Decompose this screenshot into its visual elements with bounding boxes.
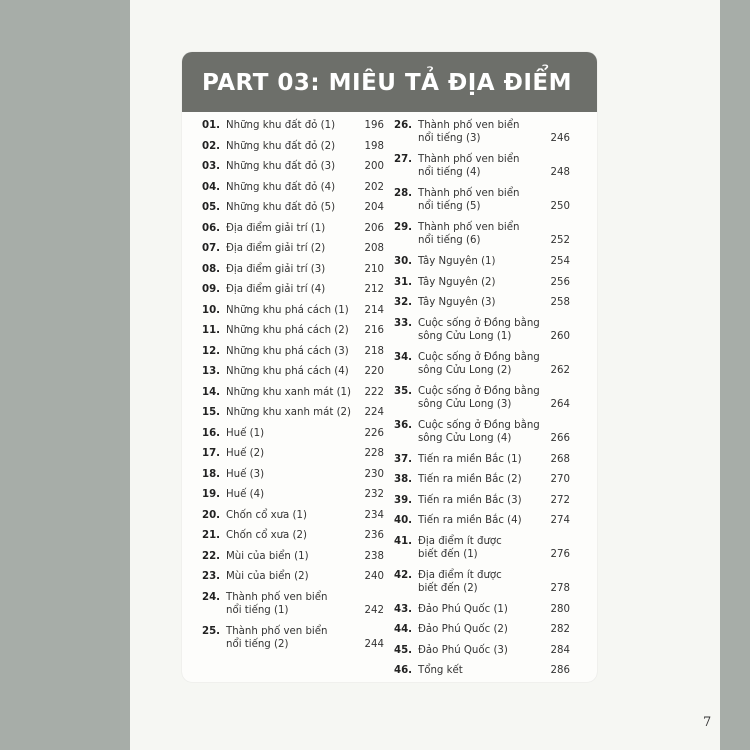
entry-title-line: Tiến ra miền Bắc (4) (418, 515, 522, 526)
entry-number: 46. (394, 665, 413, 676)
entry-title (418, 661, 570, 682)
toc-entry (394, 314, 570, 348)
entry-title-line: Mùi của biển (1) (226, 550, 309, 562)
entry-number: 02. (202, 140, 221, 152)
entry-page: 204 (364, 202, 384, 213)
entry-page: 202 (364, 181, 384, 193)
entry-number: 01. (202, 120, 221, 131)
toc-entry (202, 383, 384, 404)
entry-title-line: Địa điểm giải trí (1) (226, 222, 326, 234)
entry-title (226, 362, 384, 383)
toc-entry (202, 588, 384, 622)
entry-title (226, 116, 384, 137)
toc-entry (394, 252, 570, 273)
entry-page: 256 (550, 276, 570, 288)
entry-title-line: Địa điểm giải trí (2) (226, 243, 326, 254)
entry-title (418, 293, 570, 314)
entry-page: 208 (364, 243, 384, 254)
entry-title-line: Thành phố ven biển (418, 188, 520, 199)
entry-page: 242 (364, 604, 384, 616)
entry-title-line: Cuộc sống ở Đồng bằng (418, 317, 540, 329)
entry-number: 24. (202, 591, 221, 603)
entry-title-line: Những khu đất đỏ (3) (226, 161, 336, 172)
page-number: 7 (703, 715, 712, 730)
entry-number: 29. (394, 222, 413, 233)
entry-title-line: Những khu đất đỏ (5) (226, 202, 336, 213)
entry-page: 272 (550, 494, 570, 506)
entry-title-line: Địa điểm giải trí (4) (226, 284, 326, 295)
entry-page: 232 (364, 489, 384, 500)
entry-title (226, 260, 384, 281)
toc-entry (202, 424, 384, 445)
entry-title (226, 198, 384, 219)
entry-number: 44. (394, 624, 413, 635)
entry-number: 32. (394, 297, 413, 308)
entry-title-line: Những khu đất đỏ (1) (226, 120, 336, 131)
entry-number: 22. (202, 550, 221, 562)
entry-title (226, 424, 384, 445)
entry-page: 248 (550, 167, 570, 178)
entry-title (226, 342, 384, 363)
toc-entry (394, 382, 570, 416)
toc-entry (394, 470, 570, 491)
entry-page: 200 (364, 161, 384, 172)
toc-entry (202, 321, 384, 342)
entry-title-line: Huế (3) (226, 468, 265, 480)
toc-entry (394, 348, 570, 382)
entry-title (226, 625, 384, 656)
toc-entry (394, 116, 570, 150)
entry-title (418, 450, 570, 471)
toc-entry (394, 293, 570, 314)
entry-title (226, 465, 384, 486)
entry-title-line: Thành phố ven biển (418, 222, 520, 233)
entry-number: 39. (394, 494, 413, 506)
toc-entry (394, 641, 570, 662)
entry-page: 238 (364, 550, 384, 562)
entry-page: 216 (364, 325, 384, 336)
entry-page: 226 (364, 427, 384, 439)
entry-title-line: Chốn cổ xưa (2) (226, 530, 307, 541)
entry-number: 45. (394, 644, 413, 656)
entry-number: 03. (202, 161, 221, 172)
entry-title-line: biết đến (2) (418, 582, 478, 594)
entry-title-line: nổi tiếng (6) (418, 235, 481, 246)
entry-page: 252 (550, 235, 570, 246)
entry-number: 35. (394, 385, 413, 397)
toc-entry (202, 567, 384, 588)
entry-title (418, 419, 570, 450)
entry-page: 278 (550, 582, 570, 594)
toc-entry (202, 157, 384, 178)
entry-page: 222 (364, 386, 384, 398)
entry-title-line: sông Cửu Long (3) (418, 398, 512, 410)
entry-title (418, 569, 570, 600)
entry-title (418, 221, 570, 252)
toc-entry (202, 526, 384, 547)
toc-entry (202, 280, 384, 301)
entry-title-line: Những khu phá cách (3) (226, 345, 349, 357)
entry-page: 276 (550, 548, 570, 560)
entry-number: 36. (394, 419, 413, 431)
entry-page: 244 (364, 638, 384, 650)
entry-title-line: Thành phố ven biển (226, 625, 328, 637)
toc-entry (202, 178, 384, 199)
toc-entry (202, 506, 384, 527)
entry-title-line: Đảo Phú Quốc (3) (418, 644, 508, 656)
entry-title-line: Thành phố ven biển (418, 154, 520, 165)
toc-entry (394, 511, 570, 532)
toc-entry (202, 116, 384, 137)
entry-page: 284 (550, 644, 570, 656)
entry-title (418, 187, 570, 218)
entry-title (226, 506, 384, 527)
entry-page: 240 (364, 571, 384, 582)
entry-page: 274 (550, 515, 570, 526)
toc-entry (394, 450, 570, 471)
entry-title (418, 351, 570, 382)
entry-title (226, 567, 384, 588)
entry-title-line: Huế (4) (226, 489, 265, 500)
entry-number: 20. (202, 509, 221, 521)
entry-page: 212 (364, 284, 384, 295)
entry-number: 11. (202, 325, 221, 336)
entry-title (226, 526, 384, 547)
entry-number: 23. (202, 571, 221, 582)
toc-entry (202, 622, 384, 656)
entry-title (418, 511, 570, 532)
entry-title-line: Những khu phá cách (2) (226, 325, 349, 336)
entry-title-line: Những khu đất đỏ (2) (226, 140, 336, 152)
toc-entry (394, 600, 570, 621)
toc-entry (394, 566, 570, 600)
entry-page: 262 (550, 364, 570, 376)
entry-title-line: Chốn cổ xưa (1) (226, 509, 307, 521)
entry-page: 270 (550, 474, 570, 485)
entry-title (418, 535, 570, 566)
entry-number: 08. (202, 263, 221, 275)
toc-entry (202, 219, 384, 240)
entry-title-line: Mùi của biển (2) (226, 571, 309, 582)
entry-title (226, 301, 384, 322)
toc-column-right (394, 116, 570, 682)
entry-number: 12. (202, 345, 221, 357)
entry-title (226, 403, 384, 424)
toc-entry (394, 150, 570, 184)
entry-title (418, 600, 570, 621)
entry-title-line: Tây Nguyên (1) (418, 256, 496, 267)
entry-page: 282 (550, 624, 570, 635)
entry-number: 41. (394, 535, 413, 547)
entry-page: 206 (364, 222, 384, 234)
entry-title (418, 273, 570, 294)
entry-title-line: Tổng kết (418, 665, 463, 676)
entry-number: 25. (202, 625, 221, 637)
entry-page: 210 (364, 263, 384, 275)
entry-number: 19. (202, 489, 221, 500)
entry-title-line: Cuộc sống ở Đồng bằng (418, 419, 540, 431)
entry-title-line: nổi tiếng (4) (418, 167, 481, 178)
entry-title-line: Thành phố ven biển (226, 591, 328, 603)
entry-title-line: Huế (1) (226, 427, 265, 439)
toc-entry (202, 137, 384, 158)
entry-title (226, 444, 384, 465)
entry-number: 14. (202, 386, 221, 398)
entry-number: 18. (202, 468, 221, 480)
entry-number: 17. (202, 448, 221, 459)
entry-title (418, 641, 570, 662)
entry-title (418, 252, 570, 273)
entry-page: 228 (364, 448, 384, 459)
entry-page: 264 (550, 398, 570, 410)
entry-number: 13. (202, 366, 221, 377)
toc-entry (202, 198, 384, 219)
toc-entry (202, 260, 384, 281)
entry-number: 27. (394, 154, 413, 165)
entry-page: 234 (364, 509, 384, 521)
entry-title (418, 385, 570, 416)
entry-title (226, 547, 384, 568)
entry-title-line: Tiến ra miền Bắc (1) (418, 453, 522, 465)
toc-entry (202, 403, 384, 424)
entry-number: 30. (394, 256, 413, 267)
entry-page: 220 (364, 366, 384, 377)
entry-number: 42. (394, 569, 413, 581)
toc-entry (202, 301, 384, 322)
entry-number: 05. (202, 202, 221, 213)
entry-title-line: Cuộc sống ở Đồng bằng (418, 351, 540, 363)
entry-page: 196 (364, 120, 384, 131)
toc-entry (394, 184, 570, 218)
entry-page: 268 (550, 453, 570, 465)
entry-page: 286 (550, 665, 570, 676)
toc-entry (394, 273, 570, 294)
entry-title-line: Những khu đất đỏ (4) (226, 181, 336, 193)
entry-title (226, 178, 384, 199)
entry-title (226, 485, 384, 506)
entry-page: 266 (550, 432, 570, 444)
entry-title-line: Những khu phá cách (1) (226, 304, 349, 316)
entry-title (418, 119, 570, 150)
entry-number: 28. (394, 188, 413, 199)
entry-title (226, 219, 384, 240)
entry-title (226, 239, 384, 260)
toc-column-left (202, 116, 384, 656)
entry-title-line: nổi tiếng (5) (418, 201, 481, 212)
entry-title-line: Đảo Phú Quốc (2) (418, 624, 508, 635)
entry-number: 16. (202, 427, 221, 439)
entry-title-line: sông Cửu Long (1) (418, 330, 512, 342)
entry-number: 40. (394, 515, 413, 526)
entry-title (226, 280, 384, 301)
entry-title-line: Địa điểm ít được (418, 569, 502, 581)
entry-title-line: Tiến ra miền Bắc (3) (418, 494, 522, 506)
toc-entry (394, 416, 570, 450)
entry-number: 37. (394, 453, 413, 465)
entry-title (418, 491, 570, 512)
entry-page: 218 (364, 345, 384, 357)
entry-page: 230 (364, 468, 384, 480)
toc-entry (394, 532, 570, 566)
entry-title-line: Địa điểm giải trí (3) (226, 263, 326, 275)
entry-page: 214 (364, 304, 384, 316)
entry-title-line: Những khu xanh mát (2) (226, 407, 352, 418)
toc-entry (202, 485, 384, 506)
entry-number: 26. (394, 120, 413, 131)
entry-title-line: Tây Nguyên (3) (418, 297, 496, 308)
entry-title-line: biết đến (1) (418, 548, 478, 560)
entry-title (226, 383, 384, 404)
entry-page: 260 (550, 330, 570, 342)
toc-entry (394, 661, 570, 682)
entry-page: 254 (550, 256, 570, 267)
part-title: PART 03: MIÊU TẢ ĐỊA ĐIỂM (182, 52, 597, 112)
toc-entry (202, 239, 384, 260)
entry-title-line: Tiến ra miền Bắc (2) (418, 474, 522, 485)
entry-number: 09. (202, 284, 221, 295)
entry-page: 258 (550, 297, 570, 308)
entry-page: 224 (364, 407, 384, 418)
entry-title-line: nổi tiếng (2) (226, 638, 289, 650)
entry-number: 07. (202, 243, 221, 254)
entry-number: 33. (394, 317, 413, 329)
entry-page: 236 (364, 530, 384, 541)
entry-title-line: sông Cửu Long (2) (418, 364, 512, 376)
entry-number: 04. (202, 181, 221, 193)
entry-title (418, 620, 570, 641)
entry-title (418, 317, 570, 348)
entry-title (226, 591, 384, 622)
entry-title-line: sông Cửu Long (4) (418, 432, 512, 444)
entry-number: 31. (394, 276, 413, 288)
entry-title-line: Tây Nguyên (2) (418, 276, 496, 288)
toc-entry (394, 620, 570, 641)
entry-title (226, 321, 384, 342)
toc-entry (202, 342, 384, 363)
entry-title-line: Thành phố ven biển (418, 120, 520, 131)
entry-page: 250 (550, 201, 570, 212)
entry-title-line: Địa điểm ít được (418, 535, 502, 547)
entry-number: 38. (394, 474, 413, 485)
entry-title-line: Những khu xanh mát (1) (226, 386, 352, 398)
entry-title (418, 470, 570, 491)
entry-title-line: Đảo Phú Quốc (1) (418, 603, 508, 615)
entry-page: 280 (550, 603, 570, 615)
entry-title (226, 137, 384, 158)
entry-number: 15. (202, 407, 221, 418)
entry-number: 34. (394, 351, 413, 363)
entry-page: 198 (364, 140, 384, 152)
entry-title-line: nổi tiếng (1) (226, 604, 289, 616)
entry-number: 21. (202, 530, 221, 541)
toc-entry (394, 491, 570, 512)
toc-entry (202, 362, 384, 383)
entry-title-line: Huế (2) (226, 448, 265, 459)
entry-title (418, 153, 570, 184)
entry-number: 43. (394, 603, 413, 615)
entry-page: 246 (550, 133, 570, 144)
entry-title-line: Cuộc sống ở Đồng bằng (418, 385, 540, 397)
toc-entry (202, 465, 384, 486)
toc-entry (394, 218, 570, 252)
entry-number: 10. (202, 304, 221, 316)
toc-entry (202, 444, 384, 465)
entry-title (226, 157, 384, 178)
toc-card (182, 52, 597, 682)
entry-title-line: nổi tiếng (3) (418, 133, 481, 144)
toc-entry (202, 547, 384, 568)
entry-number: 06. (202, 222, 221, 234)
entry-title-line: Những khu phá cách (4) (226, 366, 349, 377)
